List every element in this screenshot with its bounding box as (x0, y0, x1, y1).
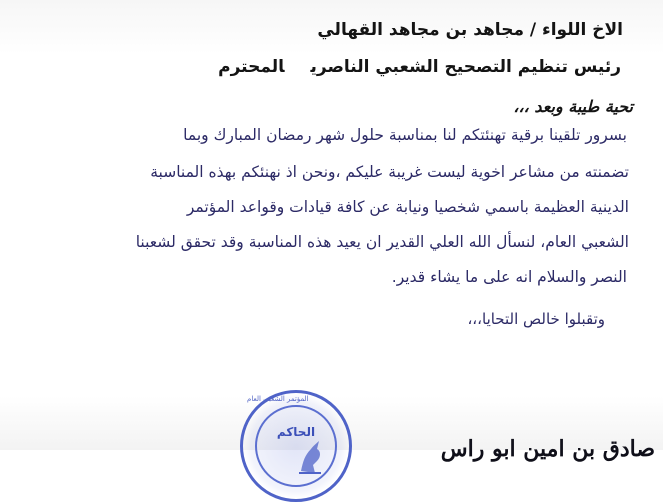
signature-name: صادق بن امين ابو راس (440, 436, 655, 462)
body-line-5: النصر والسلام انه على ما يشاء قدير. (391, 268, 627, 286)
addressee-title-line (218, 57, 621, 77)
body-line-4: الشعبي العام، لنسأل الله العلي القدير ان يعيد هذه المناسبة وقد تحقق لشعبنا (135, 233, 629, 251)
body-line-2: تضمنته من مشاعر اخوية ليست غريبة عليكم ،ونحن اذ نهنئكم بهذه المناسبة (150, 163, 629, 181)
body-line-3: الدينية العظيمة باسمي شخصيا ونيابة عن كافة قيادات وقواعد المؤتمر (186, 198, 629, 216)
addressee-respect: المحترم (218, 57, 285, 77)
body-line-1: بسرور تلقينا برقية تهنئتكم لنا بمناسبة حلول شهر رمضان المبارك وبما (183, 126, 627, 144)
addressee-title: رئيس تنظيم التصحيح الشعبي الناصري (310, 57, 621, 77)
horse-emblem-icon (295, 437, 325, 477)
addressee-name-line: الاخ اللواء / مجاهد بن مجاهد القهالي (317, 20, 623, 40)
official-stamp (240, 390, 352, 502)
stamp-inner-ring (255, 405, 337, 487)
closing-line: وتقبلوا خالص التحايا،،، (467, 310, 605, 328)
stamp-center-text: الحاكم (276, 425, 316, 439)
greeting: تحية طيبة وبعد ،،، (513, 97, 633, 116)
stamp-ring-text: المؤتمر الشعبي العام (247, 395, 309, 403)
